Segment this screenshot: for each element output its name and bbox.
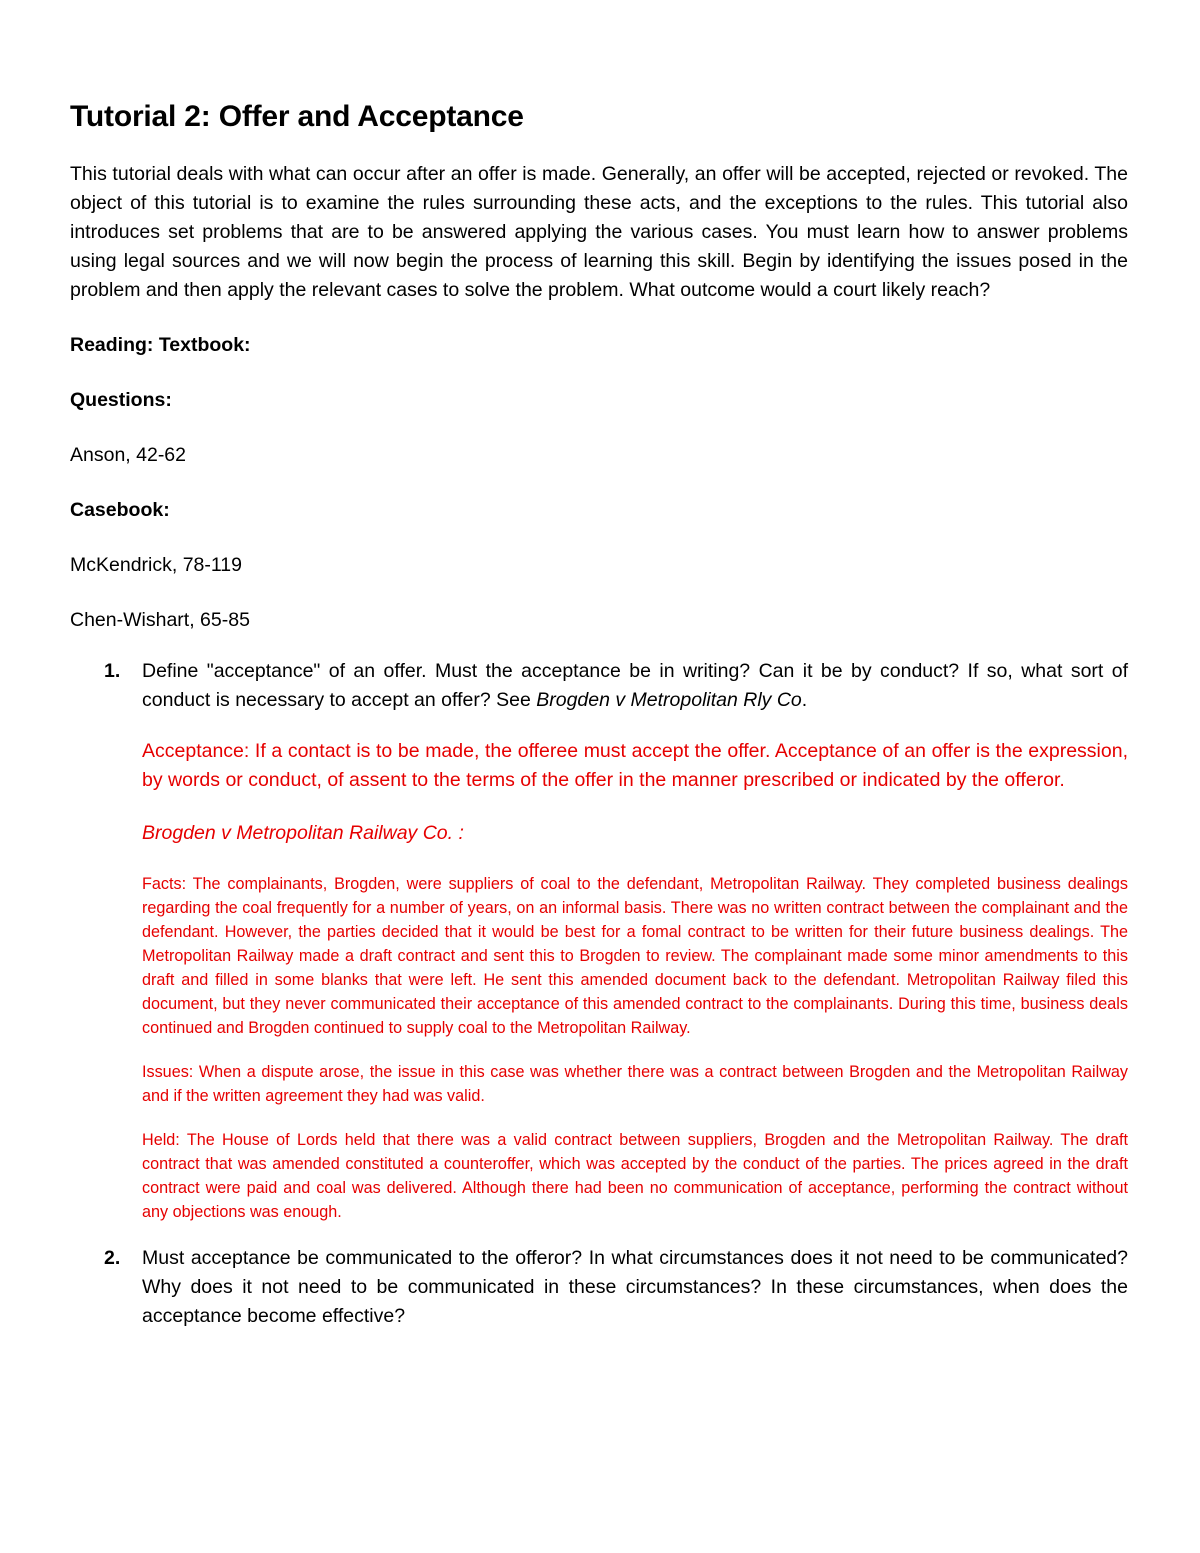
- mckendrick-reference: McKendrick, 78-119: [70, 554, 242, 576]
- document-page: [70, 100, 1128, 1331]
- questions-label: Questions:: [70, 389, 172, 411]
- case-issues: Issues: When a dispute arose, the issue in this case was whether there was a contract between Brogden and the Metropolitan Railway and if the written agreement they had was valid.: [142, 1063, 1128, 1105]
- case-held: Held: The House of Lords held that there was a valid contract between suppliers, Brogden and the Metropolitan Railway. The draft contract that was amended constituted a counteroffer, which was accepted by the conduct of the parties. The prices agreed in the draft contract were paid and coal was delivered. Although there had been no communication of acceptance, performing the contract without any objections was enough.: [142, 1131, 1128, 1221]
- acceptance-answer: Acceptance: If a contact is to be made, the offeree must accept the offer. Acceptance of an offer is the expression, by words or conduct, of assent to the terms of the offer in the manner prescribed or indicated by the offeror.: [142, 740, 1128, 791]
- reading-label: Reading: Textbook:: [70, 334, 251, 356]
- document-title: Tutorial 2: Offer and Acceptance: [70, 100, 524, 133]
- question-number: 1.: [104, 660, 121, 682]
- question-text-after: .: [801, 689, 808, 711]
- question-2: [70, 1244, 1128, 1331]
- case-facts: Facts: The complainants, Brogden, were suppliers of coal to the defendant, Metropolitan Railway. They completed business dealings regarding the coal frequently for a number of years, on an informal basis. There was no written contract between the complainant and the defendant. However, the parties decided that it would be best for a fomal contract to be written for their future business dealings. The Metropolitan Railway made a draft contract and sent this to Brogden to review. The complainant made some minor amendments to this draft and filled in some blanks that were left. He sent this amended document back to the defendant. Metropolitan Railway filed this document, but they never communicated their acceptance of this amended contract to the complainants. During this time, business deals continued and Brogden continued to supply coal to the Metropolitan Railway.: [142, 875, 1128, 1037]
- intro-paragraph: This tutorial deals with what can occur after an offer is made. Generally, an offer will be accepted, rejected or revoked. The object of this tutorial is to examine the rules surrounding these acts, and the exceptions to the rules. This tutorial also introduces set problems that are to be answered applying the various cases. You must learn how to answer problems using legal sources and we will now begin the process of learning this skill. Begin by identifying the issues posed in the problem and then apply the relevant cases to solve the problem. What outcome would a court likely reach?: [70, 163, 1128, 301]
- question-number: 2.: [104, 1247, 121, 1269]
- question-text-before: Define "acceptance" of an offer. Must the acceptance be in writing? Can it be by conduct? If so, what sort of conduct is necessary to accept an offer? See: [142, 660, 1128, 711]
- question-1: [70, 657, 1128, 1224]
- question-list: [70, 657, 1128, 1331]
- case-title: Brogden v Metropolitan Railway Co. :: [142, 822, 464, 844]
- anson-reference: Anson, 42-62: [70, 444, 187, 466]
- case-reference: Brogden v Metropolitan Rly Co: [536, 689, 802, 711]
- chen-wishart-reference: Chen-Wishart, 65-85: [70, 609, 250, 631]
- casebook-label: Casebook:: [70, 499, 170, 521]
- question-text: Must acceptance be communicated to the offeror? In what circumstances does it not need to be communicated? Why does it not need to be communicated in these circumstances? In these circumstances, when does the acceptance become effective?: [142, 1247, 1128, 1327]
- question-text: [142, 657, 1128, 715]
